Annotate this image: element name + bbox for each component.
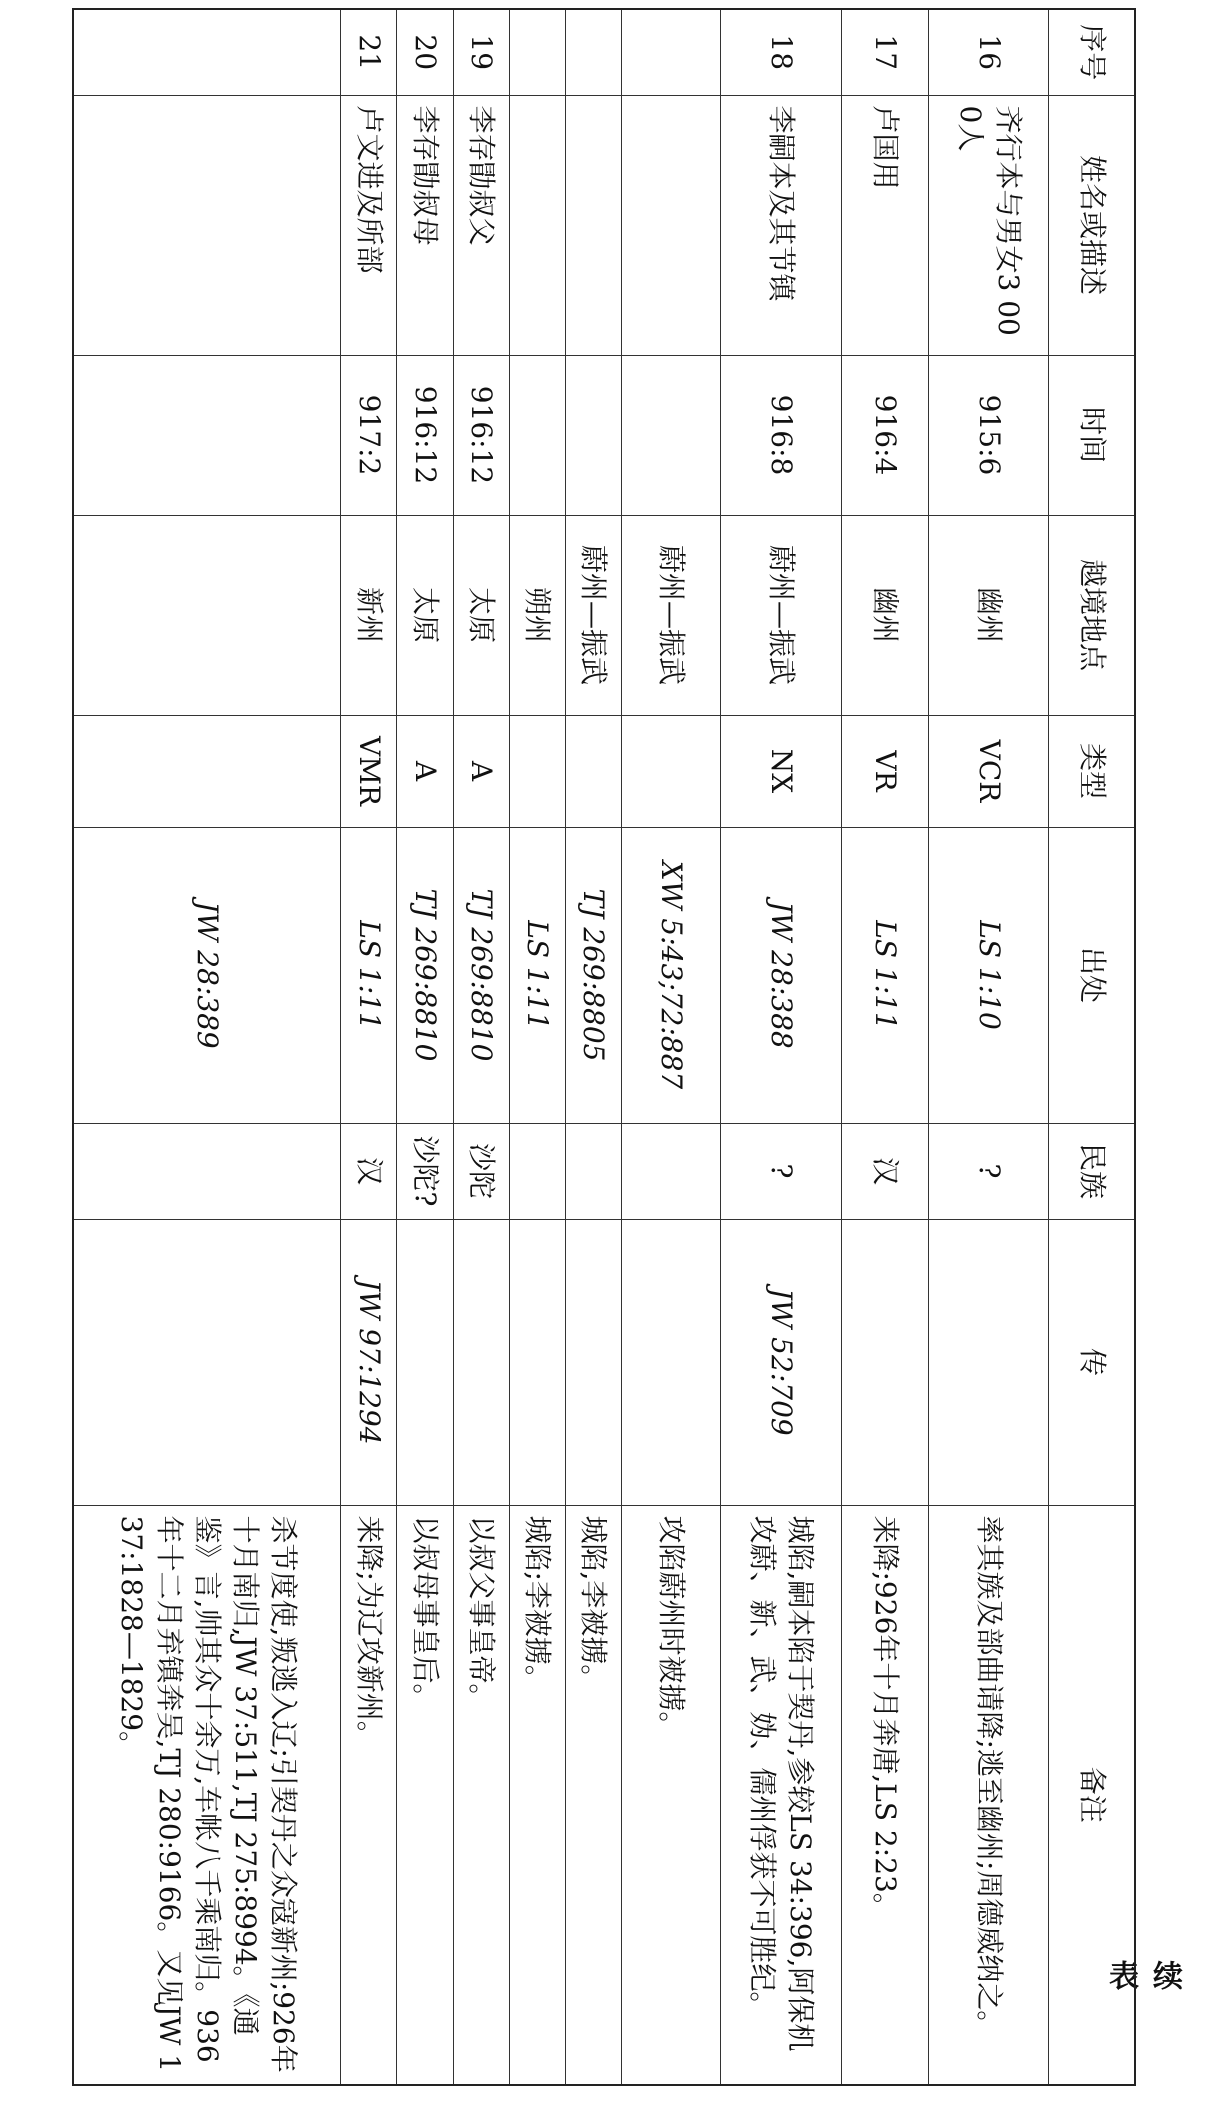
cell-place: 新州 bbox=[341, 515, 397, 715]
cell-time-empty bbox=[565, 355, 621, 515]
cell-ethnicity: 沙陀? bbox=[397, 1123, 453, 1219]
cell-name: 齐行本与男女3 000人 bbox=[928, 95, 1049, 355]
cell-source: JW 28:388 bbox=[721, 827, 842, 1123]
cell-type: VMR bbox=[341, 715, 397, 827]
table-row bbox=[565, 9, 621, 2085]
cell-note: 城陷,嗣本陷于契丹,参较LS 34:396,阿保机攻蔚、新、武、妫、儒州俘获不可胜纪。 bbox=[721, 1505, 842, 2085]
cell-name: 卢国用 bbox=[842, 95, 928, 355]
header-biography: 传 bbox=[1049, 1219, 1135, 1505]
header-notes: 备注 bbox=[1049, 1505, 1135, 2085]
cell-note: 来降;为辽攻新州。 bbox=[341, 1505, 397, 2085]
cell-place: 蔚州—振武 bbox=[721, 515, 842, 715]
cell-name: 李嗣本及其节镇 bbox=[721, 95, 842, 355]
cell-type-empty bbox=[565, 715, 621, 827]
table-header-row bbox=[1049, 9, 1135, 2085]
cell-name-empty bbox=[622, 95, 721, 355]
cell-note: 率其族及部曲请降;逃至幽州;周德威纳之。 bbox=[928, 1505, 1049, 2085]
cell-type: A bbox=[453, 715, 509, 827]
cell-note: 以叔母事皇后。 bbox=[397, 1505, 453, 2085]
cell-source: TJ 269:8805 bbox=[565, 827, 621, 1123]
cell-ethnicity-empty bbox=[622, 1123, 721, 1219]
header-name: 姓名或描述 bbox=[1049, 95, 1135, 355]
table-row bbox=[842, 9, 928, 2085]
cell-biography bbox=[453, 1219, 509, 1505]
cell-name-empty bbox=[509, 95, 565, 355]
header-time: 时间 bbox=[1049, 355, 1135, 515]
table-row bbox=[341, 9, 397, 2085]
cell-biography bbox=[928, 1219, 1049, 1505]
cell-name-empty bbox=[565, 95, 621, 355]
cell-time: 916:4 bbox=[842, 355, 928, 515]
cell-time-empty bbox=[509, 355, 565, 515]
cell-ethnicity: 汉 bbox=[842, 1123, 928, 1219]
cell-time: 916:8 bbox=[721, 355, 842, 515]
cell-source: LS 1:11 bbox=[341, 827, 397, 1123]
cell-name: 李存勖叔母 bbox=[397, 95, 453, 355]
header-no: 序号 bbox=[1049, 9, 1135, 95]
cell-no-empty bbox=[565, 9, 621, 95]
cell-place: 太原 bbox=[453, 515, 509, 715]
cell-no: 21 bbox=[341, 9, 397, 95]
cell-name-empty bbox=[73, 95, 341, 355]
cell-biography-empty bbox=[622, 1219, 721, 1505]
cell-biography-empty bbox=[565, 1219, 621, 1505]
cell-no-empty bbox=[509, 9, 565, 95]
cell-biography-empty bbox=[509, 1219, 565, 1505]
cell-type: NX bbox=[721, 715, 842, 827]
cell-type-empty bbox=[73, 715, 341, 827]
cell-source: TJ 269:8810 bbox=[397, 827, 453, 1123]
cell-source: TJ 269:8810 bbox=[453, 827, 509, 1123]
cell-place: 朔州 bbox=[509, 515, 565, 715]
cell-place: 幽州 bbox=[842, 515, 928, 715]
cell-ethnicity: 汉 bbox=[341, 1123, 397, 1219]
cell-note: 以叔父事皇帝。 bbox=[453, 1505, 509, 2085]
cell-source: JW 28:389 bbox=[73, 827, 341, 1123]
cell-name: 李存勖叔父 bbox=[453, 95, 509, 355]
table-row bbox=[928, 9, 1049, 2085]
cell-no: 20 bbox=[397, 9, 453, 95]
cell-no: 19 bbox=[453, 9, 509, 95]
cell-no-empty bbox=[73, 9, 341, 95]
table-row bbox=[453, 9, 509, 2085]
cell-source: LS 1:11 bbox=[842, 827, 928, 1123]
table-row bbox=[397, 9, 453, 2085]
cell-note: 城陷;李被掳。 bbox=[509, 1505, 565, 2085]
cell-ethnicity: ? bbox=[721, 1123, 842, 1219]
cell-type-empty bbox=[622, 715, 721, 827]
cell-no: 17 bbox=[842, 9, 928, 95]
table-row bbox=[622, 9, 721, 2085]
cell-source: XW 5:43;72:887 bbox=[622, 827, 721, 1123]
cell-place: 蔚州—振武 bbox=[622, 515, 721, 715]
table-row bbox=[509, 9, 565, 2085]
cell-ethnicity: 沙陀 bbox=[453, 1123, 509, 1219]
cell-note: 来降;926年十月奔唐,LS 2:23。 bbox=[842, 1505, 928, 2085]
cell-biography: JW 52:709 bbox=[721, 1219, 842, 1505]
cell-ethnicity: ? bbox=[928, 1123, 1049, 1219]
cell-name: 卢文进及所部 bbox=[341, 95, 397, 355]
continued-table-label: 续 表 bbox=[1103, 1960, 1182, 2018]
cell-source: LS 1:10 bbox=[928, 827, 1049, 1123]
cell-ethnicity-empty bbox=[73, 1123, 341, 1219]
header-place: 越境地点 bbox=[1049, 515, 1135, 715]
cell-no: 18 bbox=[721, 9, 842, 95]
cell-source: LS 1:11 bbox=[509, 827, 565, 1123]
border-crossing-table bbox=[72, 8, 1136, 2086]
cell-time-empty bbox=[73, 355, 341, 515]
cell-time-empty bbox=[622, 355, 721, 515]
table-row bbox=[721, 9, 842, 2085]
cell-time: 915:6 bbox=[928, 355, 1049, 515]
cell-place: 太原 bbox=[397, 515, 453, 715]
cell-type: A bbox=[397, 715, 453, 827]
cell-note: 杀节度使,叛逃入辽;引契丹之众寇新州;926年十月南归,JW 37:511,TJ 275:8994。《通鉴》言,帅其众十余万,车帐八千乘南归。936年十二月弃镇奔吴,TJ 280:9166。又见JW 137:1828—1829。 bbox=[73, 1505, 341, 2085]
cell-type-empty bbox=[509, 715, 565, 827]
cell-type: VR bbox=[842, 715, 928, 827]
cell-no: 16 bbox=[928, 9, 1049, 95]
cell-place: 蔚州—振武 bbox=[565, 515, 621, 715]
header-type: 类型 bbox=[1049, 715, 1135, 827]
cell-biography: JW 97:1294 bbox=[341, 1219, 397, 1505]
cell-biography bbox=[397, 1219, 453, 1505]
cell-place-empty bbox=[73, 515, 341, 715]
table-row bbox=[73, 9, 341, 2085]
cell-biography bbox=[842, 1219, 928, 1505]
cell-type: VCR bbox=[928, 715, 1049, 827]
header-ethnicity: 民族 bbox=[1049, 1123, 1135, 1219]
cell-note: 攻陷蔚州时被掳。 bbox=[622, 1505, 721, 2085]
cell-time: 917:2 bbox=[341, 355, 397, 515]
cell-ethnicity-empty bbox=[509, 1123, 565, 1219]
header-source: 出处 bbox=[1049, 827, 1135, 1123]
cell-place: 幽州 bbox=[928, 515, 1049, 715]
cell-time: 916:12 bbox=[397, 355, 453, 515]
cell-note: 城陷,李被掳。 bbox=[565, 1505, 621, 2085]
cell-biography-empty bbox=[73, 1219, 341, 1505]
cell-time: 916:12 bbox=[453, 355, 509, 515]
cell-no-empty bbox=[622, 9, 721, 95]
cell-ethnicity-empty bbox=[565, 1123, 621, 1219]
rotated-table-page bbox=[72, 8, 1136, 2084]
